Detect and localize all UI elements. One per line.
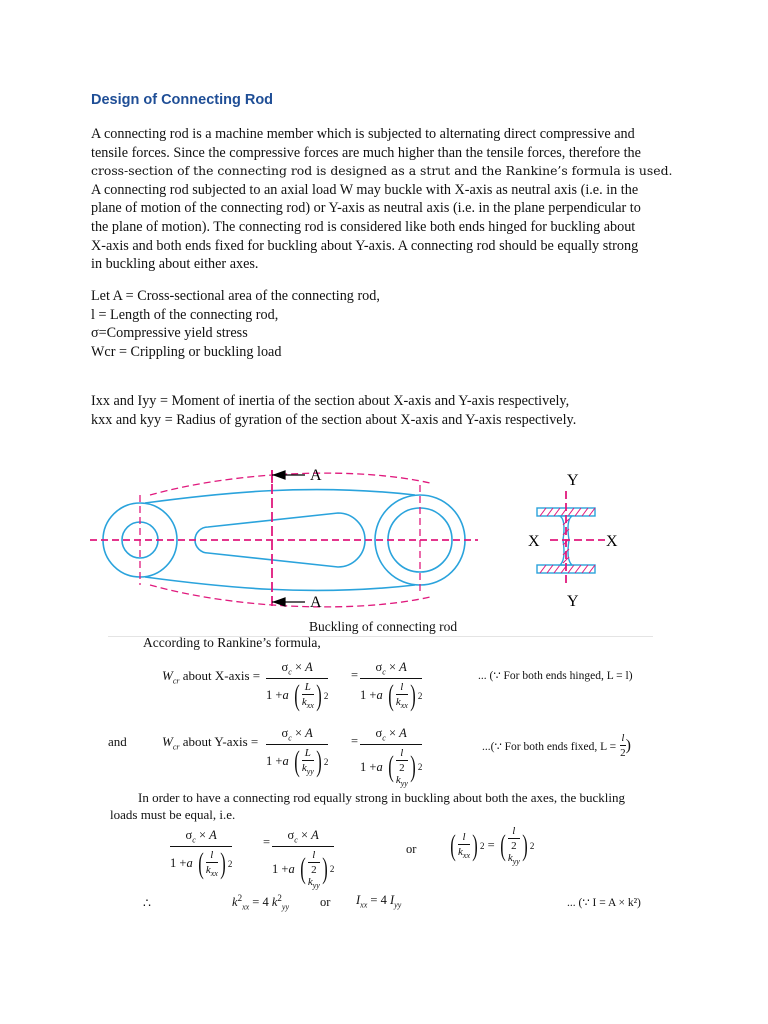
note-inertia: ... (∵ I = A × k²) xyxy=(567,897,641,909)
text-line: A connecting rod subjected to an axial load W may buckle with X-axis as neutral axis (i.e. in the xyxy=(91,181,639,198)
text-line: A connecting rod is a machine member which is subjected to alternating direct compressive and xyxy=(91,126,635,142)
wcr-x-lhs: $W_{cr}$ about X-axis = xyxy=(162,668,261,686)
k-relation: $k^2_{xx} = 4$ $k^2_{yy}$ xyxy=(232,893,290,912)
section-label-a-top: A xyxy=(310,467,322,484)
ratio-equality: ( l $k_{xx}$ ) 2 = ( l 2 $k_{yy}$ ) 2 xyxy=(450,825,535,867)
text-line: in buckling about either axes. xyxy=(91,256,259,273)
definition-line: σ=Compressive yield stress xyxy=(91,325,248,342)
definition-line: l = Length of the connecting rod, xyxy=(91,306,279,323)
axis-label-y-top: Y xyxy=(567,472,579,489)
wcr-x-fraction-2: $\sigma_c \times A$ 1 + a ( l $k_{xx}$ ) 2 xyxy=(360,660,423,712)
axis-label-y-bottom: Y xyxy=(567,593,579,610)
formula-block: According to Rankine’s formula, $W_{cr}$ about X-axis = $\sigma_c \times A$ 1 + a ( L $k_{xx}$ ) 2 = $\sigma_c \times A$ 1 + a ( l $k_{xx}$ ) 2 ... (∵ For both ends hinged, L = l) and $W_{cr}$ about Y-axis = $\sigma_c \times A$ 1 + a ( L $k_{yy}$ ) 2 = $\sigma_c \times A$ 1 + a ( l 2 $k_{yy}$ ) 2 ...(∵ For both ends fixed, L = l 2 ) In order to have a connecting rod equally strong in buckling about both the axes, the buckling loads must be equal, i.e. $\sigma_c \times A$ 1 + a ( l $k_{xx}$ ) 2 = $\sigma_c \times A$ 1 + a ( l 2 $k_{yy}$ ) 2 or ( l $k_{xx}$ ) 2 = ( l 2 $k_{yy}$ ) 2 ∴ $k^2_{xx} = 4$ $k^2_{yy}$ or $I_{xx} = 4$ $I_{yy}$ ... (∵ I = A × k²) xyxy=(108,635,641,912)
wcr-x-fraction-1: $\sigma_c \times A$ 1 + a ( L $k_{xx}$ ) 2 xyxy=(266,660,329,712)
equal-text-2: loads must be equal, i.e. xyxy=(110,807,236,822)
equality-fraction-1: $\sigma_c \times A$ 1 + a ( l $k_{xx}$ ) 2 xyxy=(170,828,233,880)
note-fixed-text: ...(∵ For both ends fixed, L = xyxy=(482,740,617,753)
note-hinged: ... (∵ For both ends hinged, L = l) xyxy=(478,670,633,682)
therefore-symbol: ∴ xyxy=(143,896,151,910)
figure-caption: Buckling of connecting rod xyxy=(309,619,458,634)
intro-paragraph xyxy=(91,125,691,274)
section-label-a-bottom: A xyxy=(310,594,322,611)
equal-text-1: In order to have a connecting rod equally strong in buckling about both the axes, the buckling xyxy=(138,790,626,805)
text-line: X-axis and both ends fixed for buckling about Y-axis. A connecting rod should be equally strong xyxy=(91,237,639,254)
or-label-1: or xyxy=(406,842,417,856)
definition-line: Wcr = Crippling or buckling load xyxy=(91,343,282,360)
text-line: cross-section of the connecting rod is designed as a strut and the Rankine’s formula is used. xyxy=(91,163,673,179)
text-line: tensile forces. Since the compressive forces are much higher than the tensile forces, therefore the xyxy=(91,144,641,161)
or-label-2: or xyxy=(320,895,331,909)
note-fixed: ...(∵ For both ends fixed, L = l 2 ) xyxy=(482,732,631,759)
connecting-rod-figure xyxy=(90,455,670,620)
inertia-definitions xyxy=(91,392,691,429)
text-line: the plane of motion). The connecting rod is considered like both ends hinged for buckling about xyxy=(91,218,636,235)
and-label: and xyxy=(108,734,127,749)
wcr-y-fraction-2: $\sigma_c \times A$ 1 + a ( l 2 $k_{yy}$ ) 2 xyxy=(360,726,423,788)
wcr-y-label: about Y-axis = xyxy=(182,734,259,749)
definition-line: kxx and kyy = Radius of gyration of the section about X-axis and Y-axis respectively. xyxy=(91,411,577,428)
text-line: plane of motion of the connecting rod) or Y-axis as neutral axis (i.e. in the plane perpendicular to xyxy=(91,200,641,217)
equality-fraction-2: $\sigma_c \times A$ 1 + a ( l 2 $k_{yy}$ ) 2 xyxy=(272,828,335,890)
page-heading: Design of Connecting Rod xyxy=(91,92,274,108)
wcr-y-fraction-1: $\sigma_c \times A$ 1 + a ( L $k_{yy}$ ) 2 xyxy=(266,726,329,778)
definitions-list xyxy=(91,287,691,361)
wcr-x-label: about X-axis = xyxy=(182,668,261,683)
i-relation: $I_{xx} = 4$ $I_{yy}$ xyxy=(356,893,402,910)
definition-line: Let A = Cross-sectional area of the connecting rod, xyxy=(91,288,380,304)
axis-label-x-right: X xyxy=(606,533,618,550)
axis-label-x-left: X xyxy=(528,533,540,550)
wcr-y-lhs: $W_{cr}$ about Y-axis = xyxy=(162,734,259,752)
definition-line: Ixx and Iyy = Moment of inertia of the section about X-axis and Y-axis respectively, xyxy=(91,393,570,409)
rankine-intro: According to Rankine’s formula, xyxy=(143,635,321,650)
